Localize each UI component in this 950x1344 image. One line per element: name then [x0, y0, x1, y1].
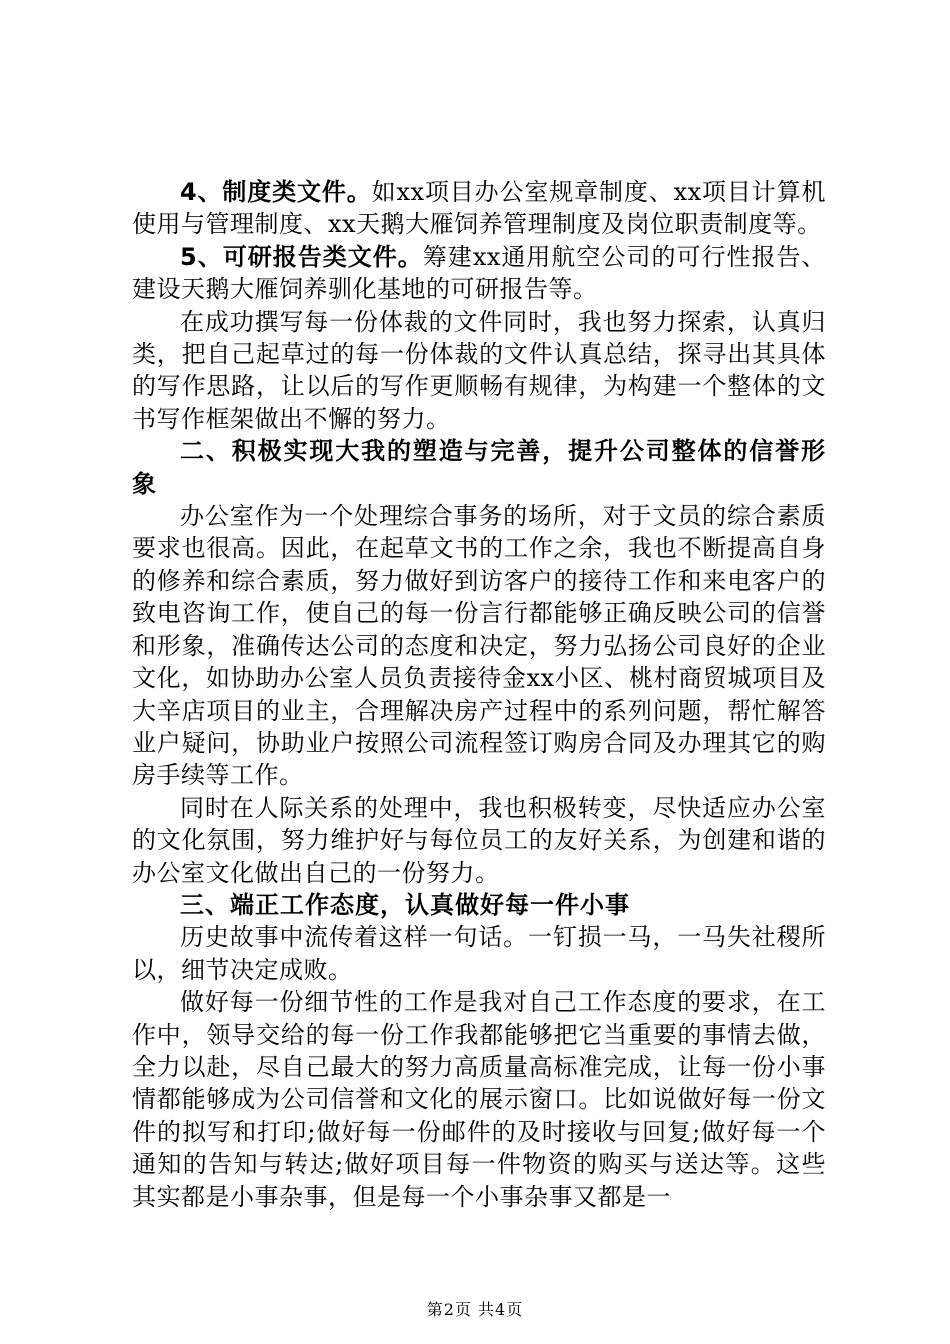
paragraph-system-documents: [132, 176, 826, 241]
paragraph-summary: [132, 306, 826, 436]
paragraph-text: 筹建xx通用航空公司的可行性报告、建设天鹅大雁饲养驯化基地的可研报告等。: [132, 242, 826, 304]
paragraph-history-story: 历史故事中流传着这样一句话。一钉损一马，一马失社稷所以，细节决定成败。: [132, 923, 826, 984]
paragraph-office-role: 办公室作为一个处理综合事务的场所，对于文员的综合素质要求也很高。因此，在起草文书的工作之余，我也不断提高自身的修养和综合素质，努力做好到访客户的接待工作和来电客户的致电咨询工作，使自己的每一份言行都能够正确反映公司的信誉和形象，准确传达公司的态度和决定，努力弘扬公司良好的企业文化，如协助办公室人员负责接待金xx小区、桃村商贸城项目及大辛店项目的业主，合理解决房产过程中的系列问题，帮忙解答业户疑问，协助业户按照公司流程签订购房合同及办理其它的购房手续等工作。: [132, 502, 826, 790]
paragraph-lead: 5、可研报告类文件。: [180, 242, 423, 271]
page-number-footer: 第2页 共4页: [426, 1300, 524, 1319]
paragraph-feasibility-reports: [132, 241, 826, 306]
paragraph-detail-work: 做好每一份细节性的工作是我对自己工作态度的要求，在工作中，领导交给的每一份工作我都能够把它当重要的事情去做，全力以赴，尽自己最大的努力高质量高标准完成，让每一份小事情都能够成为公司信誉和文化的展示窗口。比如说做好每一份文件的拟写和打印;做好每一份邮件的及时接收与回复;做好每一个通知的告知与转达;做好项目每一件物资的购买与送达等。这些其实都是小事杂事，但是每一个小事杂事又都是一: [132, 988, 826, 1211]
document-body: [132, 176, 826, 1213]
paragraph-relationships: 同时在人际关系的处理中，我也积极转变，尽快适应办公室的文化氛围，努力维护好与每位员工的友好关系，为创建和谐的办公室文化做出自己的一份努力。: [132, 793, 826, 887]
paragraph-text: 如xx项目办公室规章制度、xx项目计算机使用与管理制度、xx天鹅大雁饲养管理制度及岗位职责制度等。: [132, 178, 827, 239]
section-heading-2: 二、积极实现大我的塑造与完善，提升公司整体的信誉形象: [132, 437, 826, 498]
paragraph-text: 在成功撰写每一份体裁的文件同时，我也努力探索，认真归类，把自己起草过的每一份体裁的文件认真总结，探寻出其具体的写作思路，让以后的写作更顺畅有规律，为构建一个整体的文书写作框架做出不懈的努力。: [132, 307, 826, 433]
paragraph-lead: 4、制度类文件。: [180, 178, 372, 206]
section-heading-3: 三、端正工作态度，认真做好每一件小事: [180, 890, 630, 919]
